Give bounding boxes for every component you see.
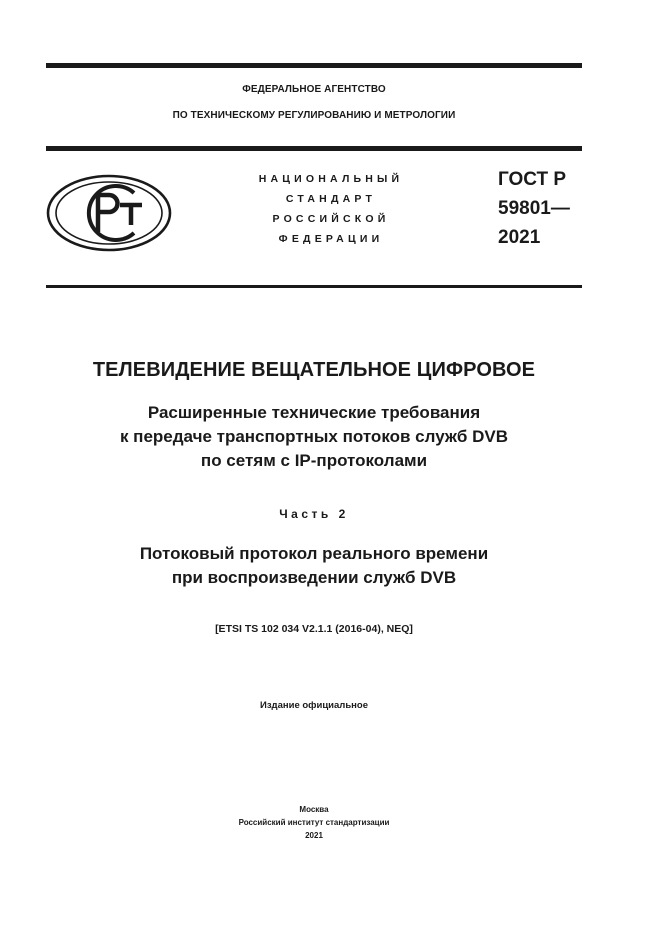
designation-line-2: 59801— xyxy=(498,198,570,219)
part-title-line-2: при воспроизведении служб DVB xyxy=(171,568,457,587)
reference-standard: [ETSI TS 102 034 V2.1.1 (2016-04), NEQ] xyxy=(215,623,413,635)
document-subtitle xyxy=(46,401,582,473)
edition-note: Издание официальное xyxy=(260,700,368,711)
national-standard-line-1: НАЦИОНАЛЬНЫЙ xyxy=(258,173,404,185)
document-title: ТЕЛЕВИДЕНИЕ ВЕЩАТЕЛЬНОЕ ЦИФРОВОЕ xyxy=(92,359,536,381)
agency-line-2: ПО ТЕХНИЧЕСКОМУ РЕГУЛИРОВАНИЮ И МЕТРОЛОГИИ xyxy=(172,110,456,121)
national-standard-line-3: РОССИЙСКОЙ xyxy=(272,213,390,225)
gost-r-emblem-icon xyxy=(46,174,172,252)
subtitle-line-2: к передаче транспортных потоков служб DVB xyxy=(119,427,509,446)
part-title-line-1: Потоковый протокол реального времени xyxy=(139,544,489,563)
agency-line-1: ФЕДЕРАЛЬНОЕ АГЕНТСТВО xyxy=(242,84,386,95)
national-standard-line-4: ФЕДЕРАЦИИ xyxy=(278,233,384,245)
standard-designation xyxy=(498,165,570,252)
emblem-svg xyxy=(46,174,172,252)
imprint-year: 2021 xyxy=(305,831,323,840)
top-rule xyxy=(46,63,582,68)
designation-line-3: 2021 xyxy=(498,227,541,248)
imprint xyxy=(46,803,582,842)
subtitle-line-3: по сетям с IP-протоколами xyxy=(200,451,428,470)
designation-line-1: ГОСТ Р xyxy=(498,169,567,190)
header-rule-lower xyxy=(46,285,582,288)
part-title xyxy=(46,542,582,590)
subtitle-line-1: Расширенные технические требования xyxy=(147,403,481,422)
header-rule-upper xyxy=(46,146,582,151)
national-standard-block xyxy=(236,169,426,249)
national-standard-line-2: СТАНДАРТ xyxy=(285,193,377,205)
imprint-city: Москва xyxy=(299,805,329,814)
part-label: Часть 2 xyxy=(279,507,349,521)
imprint-publisher: Российский институт стандартизации xyxy=(238,818,390,827)
